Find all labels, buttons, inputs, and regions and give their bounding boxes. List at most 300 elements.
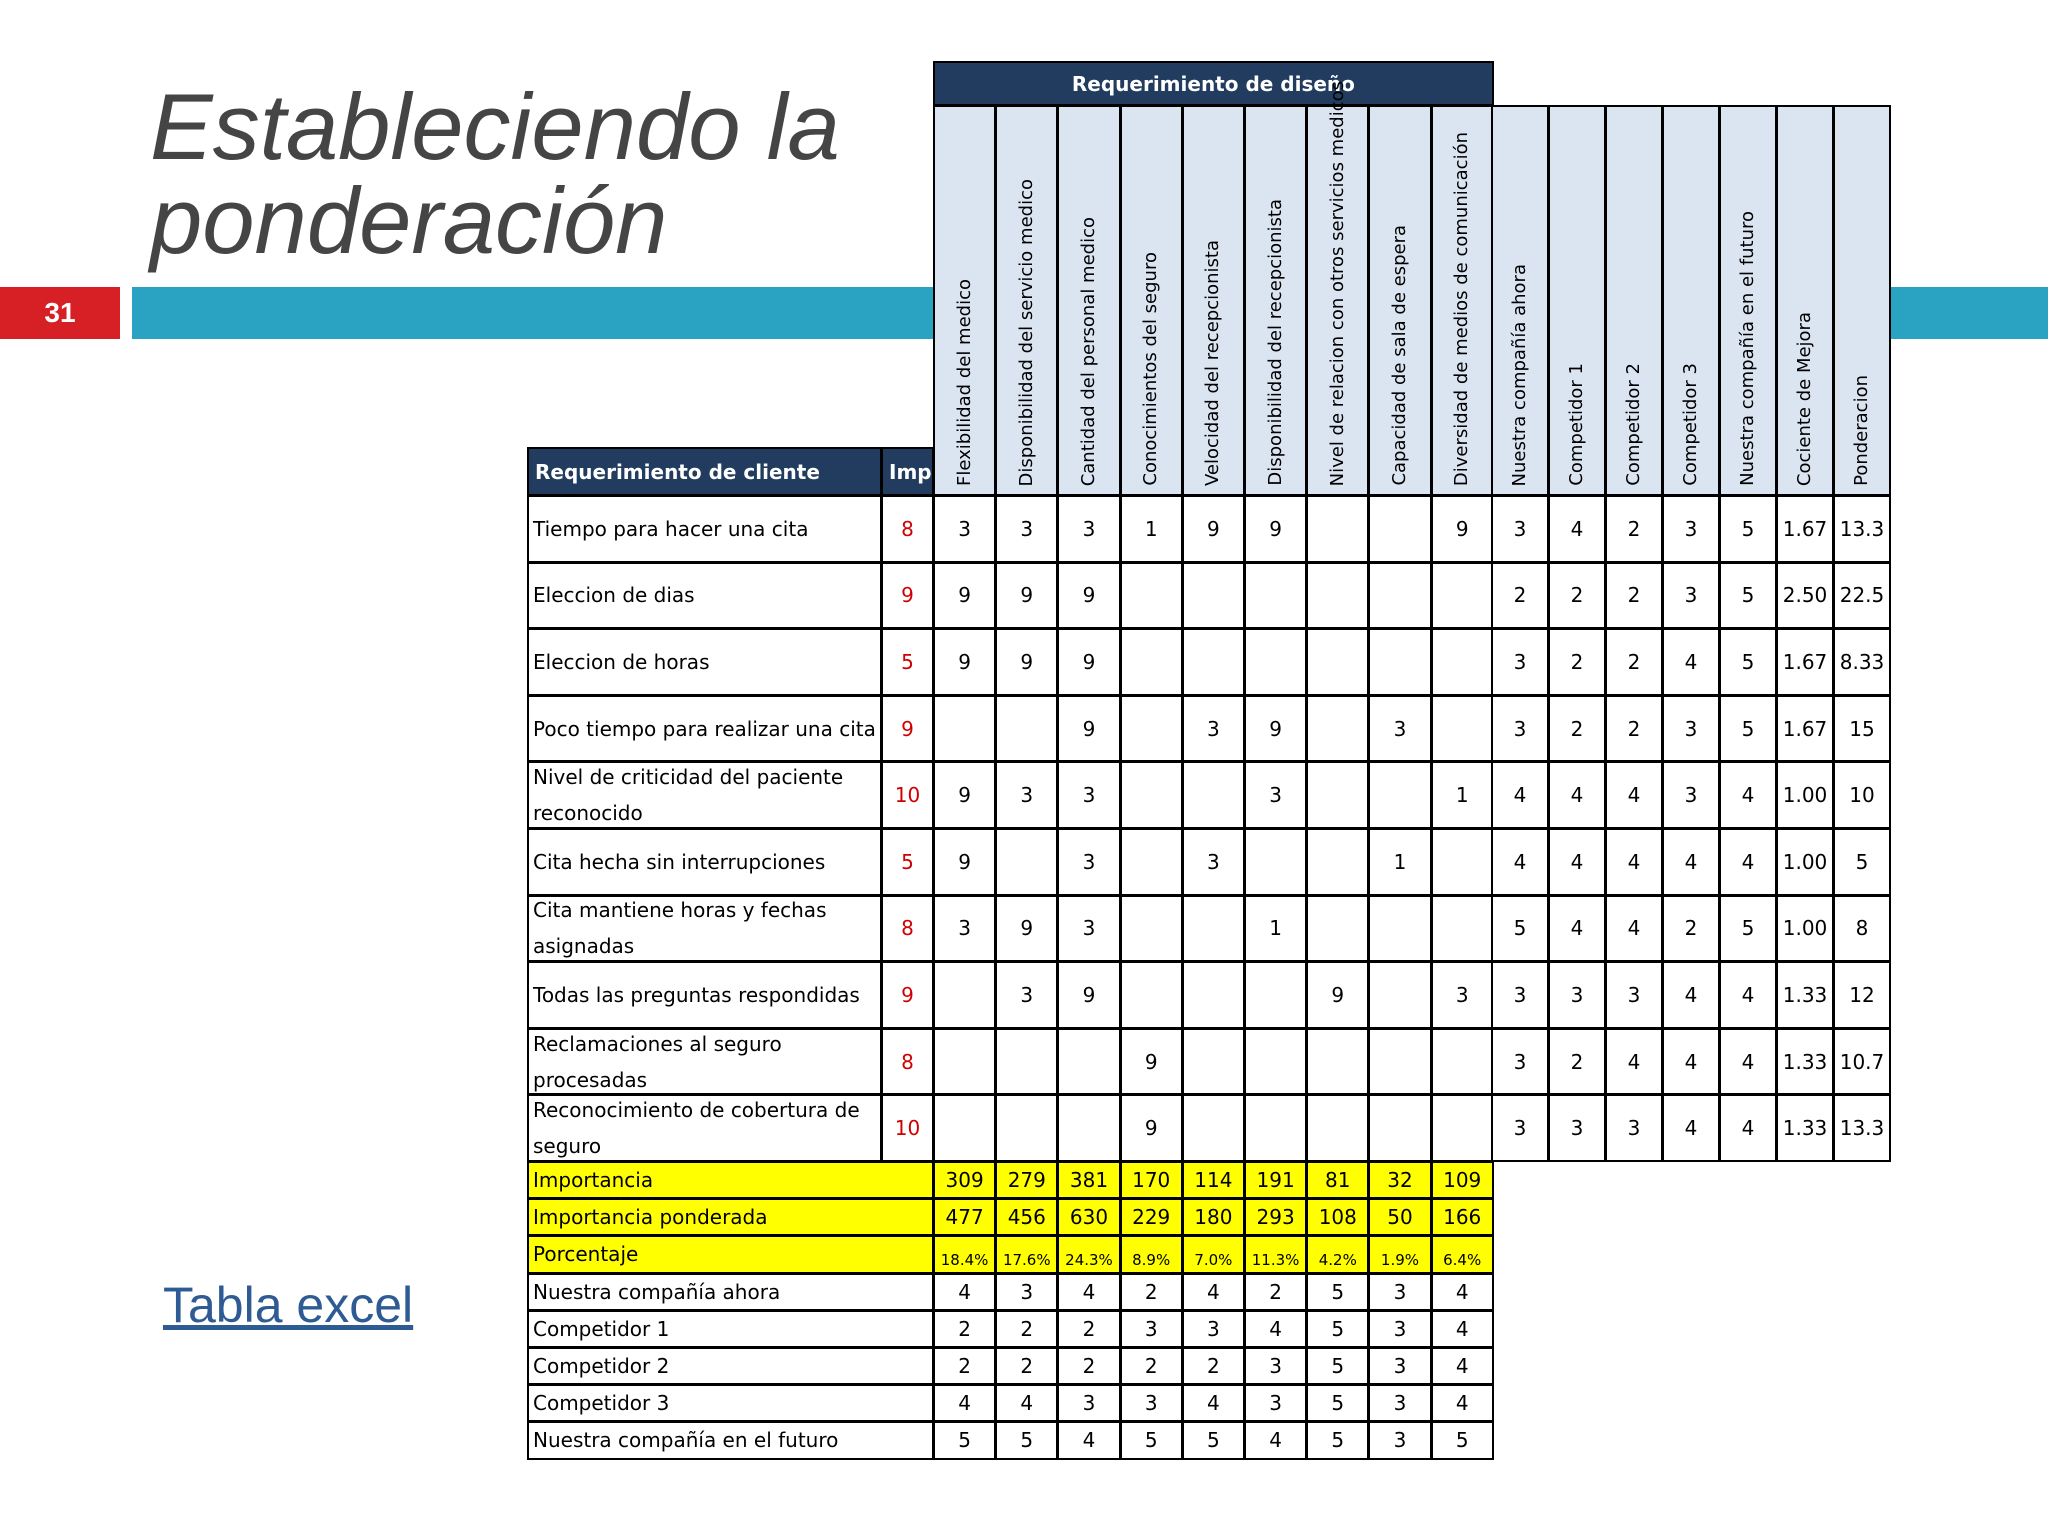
summary-value: 81	[1306, 1161, 1369, 1199]
benchmark-cell: 4	[1662, 628, 1720, 696]
benchmark-cell: 3	[1662, 695, 1720, 763]
benchmark-column-label: Nuestra compañía en el futuro	[1737, 211, 1758, 486]
requirement-row-label: Cita mantiene horas y fechas asignadas	[527, 895, 882, 963]
relationship-cell	[1368, 495, 1431, 563]
summary-value: 3	[1368, 1421, 1431, 1459]
summary-value: 18.4%	[933, 1235, 996, 1273]
relationship-cell	[1182, 895, 1245, 963]
benchmark-cell: 4	[1548, 895, 1606, 963]
benchmark-cell: 4	[1605, 895, 1663, 963]
design-column-label: Nivel de relacion con otros servicios medicos	[1326, 80, 1348, 486]
relationship-cell	[1431, 562, 1494, 630]
importance-header: Imp	[881, 447, 934, 496]
relationship-cell	[1182, 562, 1245, 630]
summary-value: 4	[933, 1273, 996, 1311]
benchmark-cell: 2	[1548, 628, 1606, 696]
summary-value: 2	[1120, 1347, 1183, 1385]
benchmark-cell: 4	[1491, 828, 1549, 896]
importance-value: 5	[881, 628, 934, 696]
summary-value: 3	[1368, 1384, 1431, 1422]
relationship-cell	[1182, 628, 1245, 696]
summary-value: 3	[1057, 1384, 1120, 1422]
relationship-cell: 1	[1244, 895, 1307, 963]
benchmark-column-header	[1605, 105, 1663, 496]
benchmark-cell: 4	[1662, 828, 1720, 896]
summary-value: 381	[1057, 1161, 1120, 1199]
summary-value: 191	[1244, 1161, 1307, 1199]
design-column-label: Capacidad de sala de espera	[1388, 225, 1410, 486]
relationship-cell: 3	[1057, 761, 1120, 829]
relationship-cell	[1244, 628, 1307, 696]
benchmark-cell: 1.00	[1776, 895, 1834, 963]
relationship-cell: 3	[1182, 828, 1245, 896]
design-column-label: Disponibilidad del recepcionista	[1264, 199, 1286, 486]
relationship-cell	[1306, 761, 1369, 829]
benchmark-cell: 5	[1719, 562, 1777, 630]
slide-title-line-2: ponderación	[150, 168, 668, 273]
benchmark-cell: 4	[1719, 1094, 1777, 1162]
relationship-cell: 3	[1057, 895, 1120, 963]
relationship-cell: 9	[933, 628, 996, 696]
relationship-cell	[1306, 562, 1369, 630]
relationship-cell	[1244, 961, 1307, 1029]
relationship-cell	[1120, 628, 1183, 696]
relationship-cell	[1057, 1094, 1120, 1162]
benchmark-cell: 4	[1662, 1028, 1720, 1096]
summary-value: 3	[1120, 1310, 1183, 1348]
benchmark-cell: 12	[1833, 961, 1891, 1029]
importance-value: 9	[881, 695, 934, 763]
relationship-cell	[995, 695, 1058, 763]
benchmark-column-label: Competidor 1	[1566, 363, 1587, 486]
importance-value: 5	[881, 828, 934, 896]
benchmark-cell: 13.3	[1833, 495, 1891, 563]
benchmark-cell: 3	[1548, 1094, 1606, 1162]
relationship-cell	[1306, 495, 1369, 563]
relationship-cell: 9	[1244, 495, 1307, 563]
summary-value: 166	[1431, 1198, 1494, 1236]
design-column-label: Velocidad del recepcionista	[1202, 240, 1224, 486]
benchmark-cell: 4	[1548, 495, 1606, 563]
benchmark-cell: 3	[1605, 1094, 1663, 1162]
benchmark-cell: 8.33	[1833, 628, 1891, 696]
importance-value: 8	[881, 1028, 934, 1096]
summary-value: 4	[1431, 1384, 1494, 1422]
benchmark-cell: 3	[1491, 628, 1549, 696]
summary-value: 108	[1306, 1198, 1369, 1236]
benchmark-cell: 3	[1491, 495, 1549, 563]
benchmark-cell: 10.7	[1833, 1028, 1891, 1096]
excel-table-link[interactable]: Tabla excel	[163, 1277, 414, 1333]
summary-value: 2	[1057, 1310, 1120, 1348]
requirement-row-label: Eleccion de dias	[527, 562, 882, 630]
relationship-cell	[1368, 628, 1431, 696]
summary-value: 170	[1120, 1161, 1183, 1199]
benchmark-cell: 5	[1491, 895, 1549, 963]
requirement-row-label: Reclamaciones al seguro procesadas	[527, 1028, 882, 1096]
requirement-row-label: Eleccion de horas	[527, 628, 882, 696]
relationship-cell	[933, 695, 996, 763]
benchmark-cell: 4	[1548, 761, 1606, 829]
relationship-cell	[1120, 695, 1183, 763]
summary-value: 8.9%	[1120, 1235, 1183, 1273]
design-column-header	[933, 105, 996, 496]
relationship-cell	[1182, 1028, 1245, 1096]
relationship-cell	[1244, 1094, 1307, 1162]
summary-value: 7.0%	[1182, 1235, 1245, 1273]
benchmark-cell: 4	[1719, 961, 1777, 1029]
summary-value: 5	[1306, 1273, 1369, 1311]
summary-row-label: Importancia ponderada	[527, 1198, 934, 1236]
relationship-cell: 3	[1431, 961, 1494, 1029]
summary-row-label: Importancia	[527, 1161, 934, 1199]
benchmark-cell: 3	[1491, 695, 1549, 763]
benchmark-cell: 2	[1548, 562, 1606, 630]
relationship-cell	[933, 1028, 996, 1096]
design-column-header	[1182, 105, 1245, 496]
relationship-cell	[1306, 828, 1369, 896]
relationship-cell	[1182, 1094, 1245, 1162]
summary-value: 109	[1431, 1161, 1494, 1199]
slide-title-line-1: Estableciendo la	[150, 74, 840, 179]
benchmark-cell: 8	[1833, 895, 1891, 963]
relationship-cell: 3	[1057, 495, 1120, 563]
summary-value: 4	[933, 1384, 996, 1422]
relationship-cell	[1120, 828, 1183, 896]
relationship-cell	[1306, 695, 1369, 763]
benchmark-cell: 13.3	[1833, 1094, 1891, 1162]
summary-value: 477	[933, 1198, 996, 1236]
summary-value: 5	[1306, 1384, 1369, 1422]
benchmark-cell: 2	[1605, 628, 1663, 696]
summary-value: 2	[1057, 1347, 1120, 1385]
summary-value: 293	[1244, 1198, 1307, 1236]
benchmark-cell: 1.00	[1776, 761, 1834, 829]
benchmark-cell: 3	[1662, 495, 1720, 563]
benchmark-cell: 1.00	[1776, 828, 1834, 896]
benchmark-cell: 1.33	[1776, 961, 1834, 1029]
relationship-cell	[1182, 961, 1245, 1029]
benchmark-cell: 5	[1719, 495, 1777, 563]
relationship-cell	[1306, 1028, 1369, 1096]
relationship-cell	[1244, 1028, 1307, 1096]
relationship-cell	[1368, 1028, 1431, 1096]
relationship-cell: 9	[1182, 495, 1245, 563]
relationship-cell	[1368, 562, 1431, 630]
design-column-header	[1120, 105, 1183, 496]
relationship-cell: 9	[1244, 695, 1307, 763]
importance-value: 8	[881, 895, 934, 963]
summary-value: 4	[995, 1384, 1058, 1422]
benchmark-cell: 10	[1833, 761, 1891, 829]
design-column-label: Flexibilidad del medico	[953, 279, 975, 486]
summary-value: 1.9%	[1368, 1235, 1431, 1273]
benchmark-cell: 22.5	[1833, 562, 1891, 630]
relationship-cell	[933, 1094, 996, 1162]
benchmark-cell: 4	[1719, 828, 1777, 896]
benchmark-cell: 2	[1548, 695, 1606, 763]
relationship-cell	[1368, 1094, 1431, 1162]
summary-row-label: Competidor 3	[527, 1384, 934, 1422]
summary-value: 17.6%	[995, 1235, 1058, 1273]
benchmark-cell: 1.67	[1776, 695, 1834, 763]
importance-value: 8	[881, 495, 934, 563]
relationship-cell: 3	[995, 761, 1058, 829]
relationship-cell	[995, 1028, 1058, 1096]
relationship-cell: 3	[933, 895, 996, 963]
summary-value: 2	[933, 1310, 996, 1348]
benchmark-cell: 2.50	[1776, 562, 1834, 630]
relationship-cell: 3	[1182, 695, 1245, 763]
relationship-cell	[1431, 695, 1494, 763]
benchmark-cell: 4	[1548, 828, 1606, 896]
benchmark-column-header	[1491, 105, 1549, 496]
relationship-cell: 3	[933, 495, 996, 563]
summary-value: 2	[1244, 1273, 1307, 1311]
relationship-cell	[1120, 761, 1183, 829]
relationship-cell	[1306, 1094, 1369, 1162]
summary-row-label: Porcentaje	[527, 1235, 934, 1273]
requirement-row-label: Tiempo para hacer una cita	[527, 495, 882, 563]
benchmark-cell: 3	[1662, 562, 1720, 630]
client-requirement-header: Requerimiento de cliente	[527, 447, 882, 496]
benchmark-column-label: Competidor 3	[1680, 363, 1701, 486]
benchmark-column-header	[1548, 105, 1606, 496]
summary-value: 4	[1182, 1273, 1245, 1311]
slide-title	[150, 74, 840, 273]
summary-value: 2	[1182, 1347, 1245, 1385]
summary-value: 4	[1431, 1273, 1494, 1311]
summary-value: 4	[1182, 1384, 1245, 1422]
requirement-row-label: Reconocimiento de cobertura de seguro	[527, 1094, 882, 1162]
relationship-cell: 3	[1368, 695, 1431, 763]
summary-value: 4	[1431, 1347, 1494, 1385]
relationship-cell: 1	[1431, 761, 1494, 829]
relationship-cell	[933, 961, 996, 1029]
relationship-cell	[1182, 761, 1245, 829]
summary-value: 3	[1120, 1384, 1183, 1422]
design-column-header	[1057, 105, 1120, 496]
design-column-header	[1244, 105, 1307, 496]
summary-value: 5	[1120, 1421, 1183, 1459]
summary-value: 3	[995, 1273, 1058, 1311]
relationship-cell: 3	[995, 961, 1058, 1029]
benchmark-cell: 3	[1491, 961, 1549, 1029]
relationship-cell: 1	[1120, 495, 1183, 563]
summary-value: 4	[1057, 1421, 1120, 1459]
benchmark-column-label: Competidor 2	[1623, 363, 1644, 486]
relationship-cell: 9	[995, 562, 1058, 630]
relationship-cell	[1431, 895, 1494, 963]
relationship-cell	[1431, 828, 1494, 896]
benchmark-cell: 2	[1491, 562, 1549, 630]
benchmark-cell: 2	[1548, 1028, 1606, 1096]
benchmark-cell: 3	[1491, 1028, 1549, 1096]
relationship-cell	[1120, 895, 1183, 963]
design-column-header	[995, 105, 1058, 496]
summary-value: 11.3%	[1244, 1235, 1307, 1273]
relationship-cell: 9	[933, 562, 996, 630]
design-column-header	[1431, 105, 1494, 496]
summary-value: 456	[995, 1198, 1058, 1236]
summary-value: 2	[1120, 1273, 1183, 1311]
summary-value: 6.4%	[1431, 1235, 1494, 1273]
summary-value: 3	[1244, 1347, 1307, 1385]
summary-value: 4.2%	[1306, 1235, 1369, 1273]
benchmark-cell: 3	[1605, 961, 1663, 1029]
importance-value: 9	[881, 961, 934, 1029]
benchmark-cell: 4	[1662, 961, 1720, 1029]
benchmark-cell: 3	[1662, 761, 1720, 829]
benchmark-column-header	[1662, 105, 1720, 496]
design-column-label: Cantidad del personal medico	[1077, 216, 1099, 486]
summary-value: 630	[1057, 1198, 1120, 1236]
summary-value: 3	[1244, 1384, 1307, 1422]
benchmark-cell: 4	[1605, 1028, 1663, 1096]
requirement-row-label: Cita hecha sin interrupciones	[527, 828, 882, 896]
benchmark-cell: 1.33	[1776, 1094, 1834, 1162]
summary-value: 4	[1244, 1310, 1307, 1348]
summary-value: 309	[933, 1161, 996, 1199]
relationship-cell	[1368, 961, 1431, 1029]
benchmark-cell: 4	[1605, 761, 1663, 829]
relationship-cell: 9	[1431, 495, 1494, 563]
requirement-row-label: Todas las preguntas respondidas	[527, 961, 882, 1029]
summary-row-label: Nuestra compañía ahora	[527, 1273, 934, 1311]
summary-value: 3	[1368, 1347, 1431, 1385]
summary-value: 32	[1368, 1161, 1431, 1199]
summary-value: 3	[1368, 1273, 1431, 1311]
importance-value: 10	[881, 761, 934, 829]
design-column-header	[1368, 105, 1431, 496]
benchmark-cell: 5	[1719, 895, 1777, 963]
benchmark-cell: 5	[1719, 695, 1777, 763]
summary-value: 4	[1244, 1421, 1307, 1459]
summary-value: 4	[1057, 1273, 1120, 1311]
relationship-cell	[1120, 961, 1183, 1029]
relationship-cell	[1431, 1028, 1494, 1096]
benchmark-cell: 2	[1662, 895, 1720, 963]
benchmark-cell: 4	[1719, 761, 1777, 829]
benchmark-cell: 2	[1605, 562, 1663, 630]
requirement-row-label: Nivel de criticidad del paciente reconocido	[527, 761, 882, 829]
benchmark-cell: 3	[1491, 1094, 1549, 1162]
benchmark-column-label: Cociente de Mejora	[1794, 311, 1815, 486]
relationship-cell	[1244, 562, 1307, 630]
summary-value: 3	[1182, 1310, 1245, 1348]
design-column-label: Disponibilidad del servicio medico	[1015, 178, 1037, 486]
relationship-cell	[1057, 1028, 1120, 1096]
importance-value: 9	[881, 562, 934, 630]
relationship-cell: 9	[1120, 1094, 1183, 1162]
benchmark-cell: 5	[1719, 628, 1777, 696]
summary-value: 24.3%	[1057, 1235, 1120, 1273]
summary-value: 5	[933, 1421, 996, 1459]
benchmark-cell: 1.33	[1776, 1028, 1834, 1096]
benchmark-cell: 4	[1662, 1094, 1720, 1162]
relationship-cell	[1368, 895, 1431, 963]
benchmark-column-header	[1833, 105, 1891, 496]
relationship-cell: 9	[1057, 961, 1120, 1029]
summary-value: 5	[1182, 1421, 1245, 1459]
importance-value: 10	[881, 1094, 934, 1162]
relationship-cell	[1306, 628, 1369, 696]
design-column-header	[1306, 80, 1369, 496]
summary-value: 3	[1368, 1310, 1431, 1348]
summary-row-label: Nuestra compañía en el futuro	[527, 1421, 934, 1459]
relationship-cell	[1431, 1094, 1494, 1162]
benchmark-column-label: Ponderacion	[1851, 375, 1872, 486]
relationship-cell: 9	[995, 895, 1058, 963]
design-column-label: Conocimientos del seguro	[1140, 252, 1162, 486]
relationship-cell: 9	[1057, 562, 1120, 630]
relationship-cell: 3	[995, 495, 1058, 563]
relationship-cell: 3	[1057, 828, 1120, 896]
relationship-cell	[995, 828, 1058, 896]
benchmark-cell: 4	[1491, 761, 1549, 829]
relationship-cell: 9	[933, 761, 996, 829]
summary-value: 4	[1431, 1310, 1494, 1348]
summary-value: 2	[933, 1347, 996, 1385]
benchmark-cell: 2	[1605, 495, 1663, 563]
relationship-cell: 9	[1057, 628, 1120, 696]
benchmark-cell: 1.67	[1776, 628, 1834, 696]
summary-value: 5	[1306, 1310, 1369, 1348]
relationship-cell: 9	[1120, 1028, 1183, 1096]
relationship-cell: 9	[995, 628, 1058, 696]
summary-value: 50	[1368, 1198, 1431, 1236]
summary-value: 5	[995, 1421, 1058, 1459]
relationship-cell: 9	[933, 828, 996, 896]
relationship-cell	[1244, 828, 1307, 896]
relationship-cell	[1306, 895, 1369, 963]
summary-row-label: Competidor 1	[527, 1310, 934, 1348]
summary-value: 279	[995, 1161, 1058, 1199]
summary-value: 2	[995, 1310, 1058, 1348]
benchmark-cell: 15	[1833, 695, 1891, 763]
benchmark-cell: 2	[1605, 695, 1663, 763]
summary-value: 5	[1306, 1347, 1369, 1385]
benchmark-cell: 3	[1548, 961, 1606, 1029]
benchmark-cell: 1.67	[1776, 495, 1834, 563]
relationship-cell	[995, 1094, 1058, 1162]
relationship-cell	[1431, 628, 1494, 696]
relationship-cell: 3	[1244, 761, 1307, 829]
relationship-cell: 9	[1057, 695, 1120, 763]
relationship-cell: 1	[1368, 828, 1431, 896]
benchmark-cell: 5	[1833, 828, 1891, 896]
benchmark-column-label: Nuestra compañía ahora	[1509, 263, 1530, 486]
benchmark-cell: 4	[1605, 828, 1663, 896]
summary-value: 114	[1182, 1161, 1245, 1199]
summary-value: 180	[1182, 1198, 1245, 1236]
summary-value: 2	[995, 1347, 1058, 1385]
benchmark-column-header	[1719, 105, 1777, 496]
relationship-cell	[1120, 562, 1183, 630]
benchmark-column-header	[1776, 105, 1834, 496]
relationship-cell	[1368, 761, 1431, 829]
summary-row-label: Competidor 2	[527, 1347, 934, 1385]
summary-value: 229	[1120, 1198, 1183, 1236]
summary-value: 5	[1306, 1421, 1369, 1459]
design-column-label: Diversidad de medios de comunicación	[1451, 131, 1473, 486]
benchmark-cell: 4	[1719, 1028, 1777, 1096]
design-requirement-header: Requerimiento de diseño	[933, 61, 1494, 106]
requirement-row-label: Poco tiempo para realizar una cita	[527, 695, 882, 763]
summary-value: 5	[1431, 1421, 1494, 1459]
slide-number: 31	[0, 287, 120, 339]
relationship-cell: 9	[1306, 961, 1369, 1029]
